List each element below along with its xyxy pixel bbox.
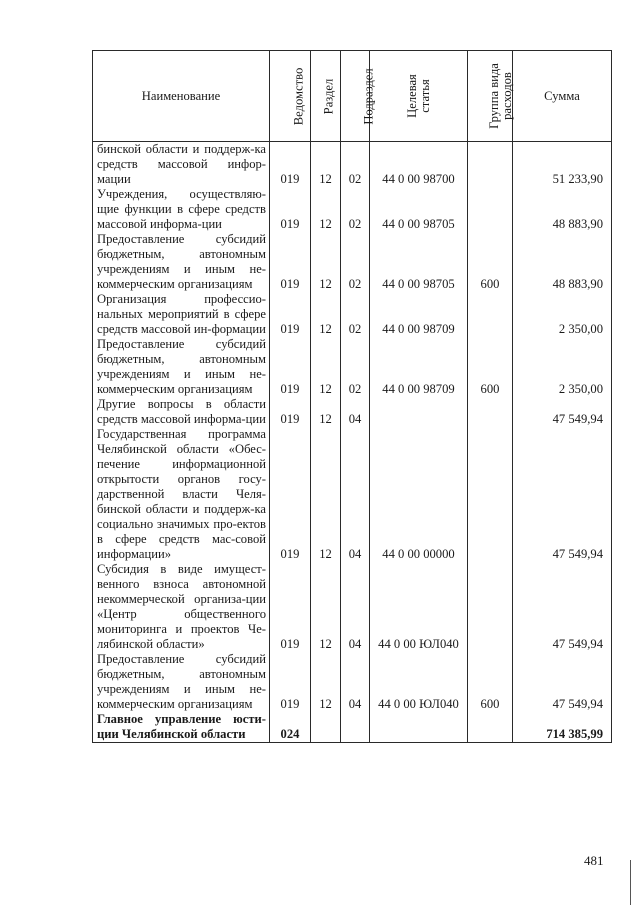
row-sum-cell: 2 350,00 bbox=[513, 337, 612, 397]
header-name: Наименование bbox=[93, 51, 270, 142]
row-department-cell: 019 bbox=[270, 562, 311, 652]
scan-edge-mark bbox=[630, 860, 631, 905]
table-row bbox=[93, 337, 612, 397]
row-name-cell: бинской области и поддерж-ка средств массовой инфор-мации bbox=[93, 142, 270, 188]
row-sum-cell: 47 549,94 bbox=[513, 652, 612, 712]
row-subsection-cell: 02 bbox=[341, 187, 370, 232]
row-name-cell: Учреждения, осуществляю-щие функции в сфере средств массовой информа-ции bbox=[93, 187, 270, 232]
table-row bbox=[93, 712, 612, 743]
row-target-article-cell: 44 0 00 98705 bbox=[370, 232, 468, 292]
row-subsection-cell: 04 bbox=[341, 562, 370, 652]
row-name-cell: Главное управление юсти-ции Челябинской области bbox=[93, 712, 270, 743]
row-target-article-cell: 44 0 00 00000 bbox=[370, 427, 468, 562]
row-sum-cell: 47 549,94 bbox=[513, 397, 612, 427]
row-subsection-cell: 02 bbox=[341, 232, 370, 292]
row-name-cell: Субсидия в виде имущест-венного взноса автономной некоммерческой организа-ции «Центр общественного мониторинга и проектов Че-лябинской области» bbox=[93, 562, 270, 652]
row-target-article-cell: 44 0 00 ЮЛ040 bbox=[370, 562, 468, 652]
row-department-cell: 019 bbox=[270, 652, 311, 712]
row-target-article-cell: 44 0 00 98709 bbox=[370, 337, 468, 397]
row-name-cell: Предоставление субсидий бюджетным, автономным учреждениям и иным не-коммерческим организациям bbox=[93, 652, 270, 712]
header-section: Раздел bbox=[311, 51, 341, 142]
table-row bbox=[93, 187, 612, 232]
row-section-cell: 12 bbox=[311, 292, 341, 337]
row-target-article-cell bbox=[370, 397, 468, 427]
row-expense-group-cell bbox=[468, 292, 513, 337]
row-sum-cell: 2 350,00 bbox=[513, 292, 612, 337]
row-department-cell: 024 bbox=[270, 712, 311, 743]
budget-table bbox=[92, 50, 612, 743]
table-row bbox=[93, 562, 612, 652]
table-row bbox=[93, 652, 612, 712]
row-expense-group-cell bbox=[468, 712, 513, 743]
row-section-cell: 12 bbox=[311, 337, 341, 397]
row-name-cell: Другие вопросы в области средств массовой информа-ции bbox=[93, 397, 270, 427]
row-expense-group-cell bbox=[468, 562, 513, 652]
row-expense-group-cell bbox=[468, 142, 513, 188]
row-department-cell: 019 bbox=[270, 337, 311, 397]
budget-table-container bbox=[92, 50, 611, 743]
row-name-cell: Организация профессио-нальных мероприятий в сфере средств массовой ин-формации bbox=[93, 292, 270, 337]
row-subsection-cell: 04 bbox=[341, 427, 370, 562]
row-expense-group-cell bbox=[468, 187, 513, 232]
table-body bbox=[93, 142, 612, 743]
row-sum-cell: 714 385,99 bbox=[513, 712, 612, 743]
row-target-article-cell bbox=[370, 712, 468, 743]
row-department-cell: 019 bbox=[270, 397, 311, 427]
header-subsection: Подраздел bbox=[341, 51, 370, 142]
row-expense-group-cell: 600 bbox=[468, 652, 513, 712]
row-sum-cell: 47 549,94 bbox=[513, 427, 612, 562]
table-row bbox=[93, 142, 612, 188]
row-department-cell: 019 bbox=[270, 232, 311, 292]
row-name-cell: Государственная программа Челябинской области «Обес-печение информационной открытости органов госу-дарственной власти Челя-бинской области и поддерж-ка социально значимых про-ектов в сфере средств мас-совой информации» bbox=[93, 427, 270, 562]
row-target-article-cell: 44 0 00 98700 bbox=[370, 142, 468, 188]
row-section-cell: 12 bbox=[311, 187, 341, 232]
row-subsection-cell: 02 bbox=[341, 337, 370, 397]
page-number: 481 bbox=[584, 853, 604, 868]
row-section-cell: 12 bbox=[311, 652, 341, 712]
table-row bbox=[93, 232, 612, 292]
header-expense-group: Группа вида расходов bbox=[468, 51, 513, 142]
header-department: Ведомство bbox=[270, 51, 311, 142]
row-department-cell: 019 bbox=[270, 142, 311, 188]
row-sum-cell: 48 883,90 bbox=[513, 232, 612, 292]
row-subsection-cell: 02 bbox=[341, 292, 370, 337]
row-subsection-cell: 02 bbox=[341, 142, 370, 188]
row-section-cell: 12 bbox=[311, 397, 341, 427]
row-section-cell bbox=[311, 712, 341, 743]
table-row bbox=[93, 427, 612, 562]
row-target-article-cell: 44 0 00 ЮЛ040 bbox=[370, 652, 468, 712]
row-name-cell: Предоставление субсидий бюджетным, автономным учреждениям и иным не-коммерческим организациям bbox=[93, 232, 270, 292]
row-expense-group-cell: 600 bbox=[468, 337, 513, 397]
row-expense-group-cell: 600 bbox=[468, 232, 513, 292]
row-subsection-cell: 04 bbox=[341, 397, 370, 427]
row-target-article-cell: 44 0 00 98709 bbox=[370, 292, 468, 337]
row-sum-cell: 48 883,90 bbox=[513, 187, 612, 232]
row-section-cell: 12 bbox=[311, 427, 341, 562]
header-sum: Сумма bbox=[513, 51, 612, 142]
row-name-cell: Предоставление субсидий бюджетным, автономным учреждениям и иным не-коммерческим организациям bbox=[93, 337, 270, 397]
row-expense-group-cell bbox=[468, 427, 513, 562]
row-section-cell: 12 bbox=[311, 232, 341, 292]
row-department-cell: 019 bbox=[270, 187, 311, 232]
row-section-cell: 12 bbox=[311, 562, 341, 652]
table-row bbox=[93, 292, 612, 337]
row-department-cell: 019 bbox=[270, 292, 311, 337]
row-subsection-cell bbox=[341, 712, 370, 743]
row-sum-cell: 47 549,94 bbox=[513, 562, 612, 652]
row-target-article-cell: 44 0 00 98705 bbox=[370, 187, 468, 232]
row-expense-group-cell bbox=[468, 397, 513, 427]
header-target-article: Целевая статья bbox=[370, 51, 468, 142]
row-section-cell: 12 bbox=[311, 142, 341, 188]
table-row bbox=[93, 397, 612, 427]
row-subsection-cell: 04 bbox=[341, 652, 370, 712]
row-sum-cell: 51 233,90 bbox=[513, 142, 612, 188]
table-header-row bbox=[93, 51, 612, 142]
row-department-cell: 019 bbox=[270, 427, 311, 562]
